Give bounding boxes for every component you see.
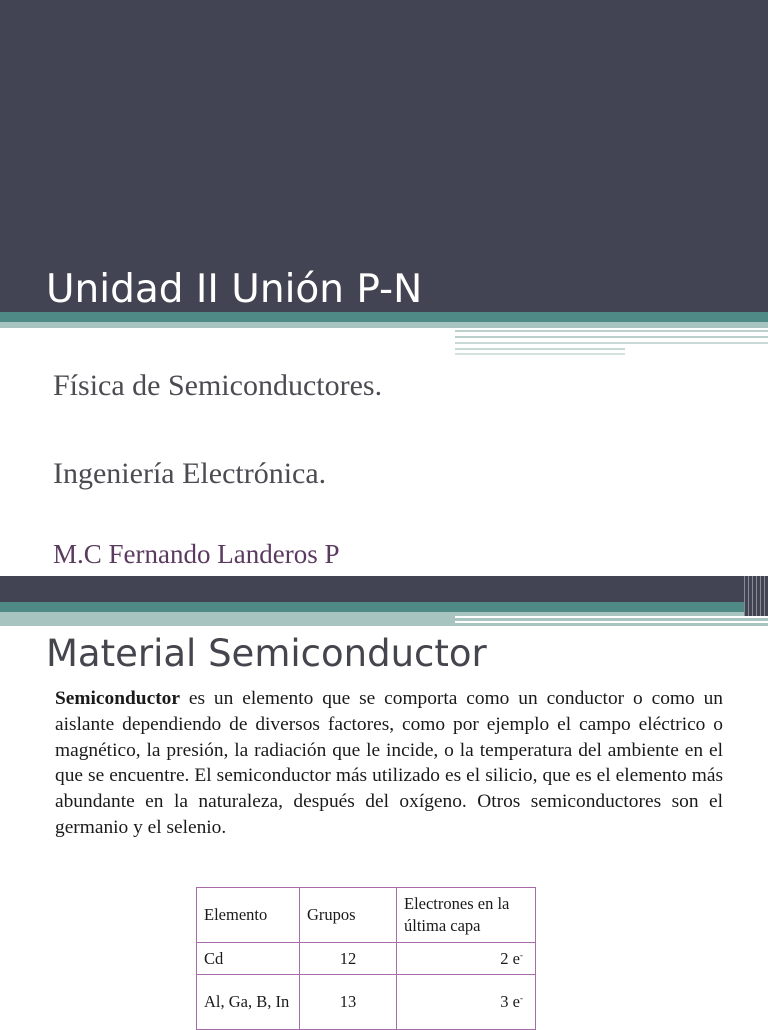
keyword-semiconductor: Semiconductor [55,688,180,709]
definition-paragraph [55,686,723,841]
header-electrones: Electrones en la última capa [397,888,536,943]
subtitle-course: Física de Semiconductores. [53,369,383,402]
subtitle-program: Ingeniería Electrónica. [53,457,327,490]
table-header-row [197,888,536,943]
author-name: M.C Fernando Landeros P [53,539,340,569]
table-row [197,975,536,1030]
cell-elemento: Cd [197,943,300,975]
decorative-stripes [744,576,768,616]
cell-electrones: 2 e- [397,943,536,975]
cell-elemento: Al, Ga, B, In [197,975,300,1030]
elements-table [196,887,536,1030]
cell-electrones: 3 e- [397,975,536,1030]
slide-title: Unidad II Unión P-N [46,267,423,312]
definition-text: es un elemento que se comporta como un conductor o como un aislante dependiendo de diversos factores, como por ejemplo el campo eléctrico o magnético, la presión, la radiación que le incide, o la temperatura del ambiente en el que se encuentre. El semiconductor más utilizado es el silicio, que es el elemento más abundante en la naturaleza, después del oxígeno. Otros semiconductores son el germanio y el selenio. [55,688,723,838]
cell-grupo: 12 [300,943,397,975]
table-row [197,943,536,975]
content-slide-header [0,576,768,602]
header-elemento: Elemento [197,888,300,943]
header-grupos: Grupos [300,888,397,943]
cell-grupo: 13 [300,975,397,1030]
slide-heading: Material Semiconductor [46,632,487,675]
